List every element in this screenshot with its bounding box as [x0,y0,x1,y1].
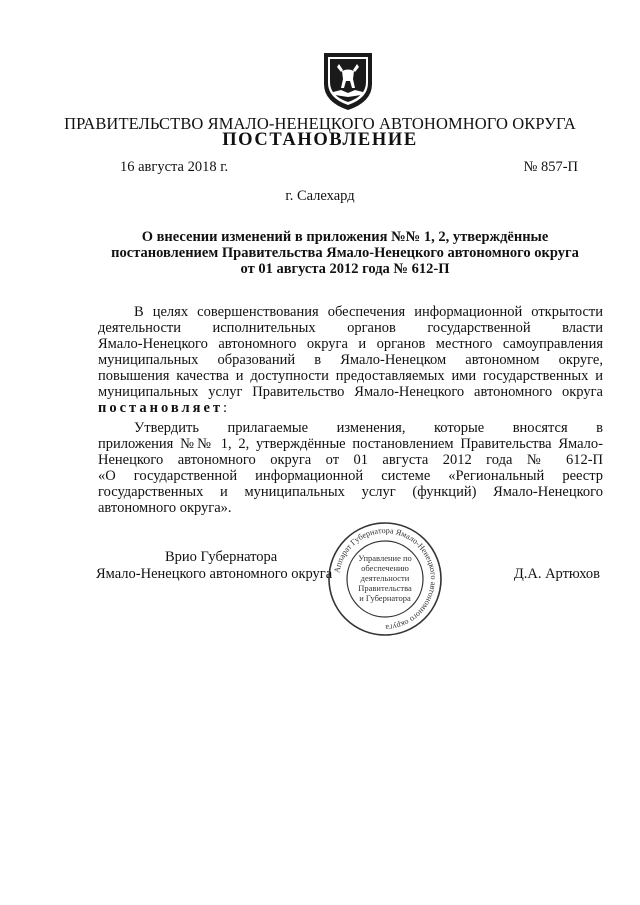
decree-colon: : [223,400,228,416]
document-date: 16 августа 2018 г. [120,159,229,175]
seal-ring-text: Аппарат Губернатора Ямало-Ненецкого автономного округа [332,525,439,633]
paragraph-line: Ненецкого автономного округа от 01 августа 2012 года № 612-П [98,452,603,468]
paragraph-line: автономного округа». [98,500,232,516]
subject-line: от 01 августа 2012 года № 612-П [240,261,450,277]
seal-center-text: обеспечению [361,563,409,573]
resolution-paragraph [98,420,603,516]
official-seal-stamp [326,520,444,638]
seal-center-text: Правительства [358,583,412,593]
paragraph-line: В целях совершенствования обеспечения информационной открытости [134,304,603,320]
document-city: г. Салехард [285,188,355,204]
government-name: ПРАВИТЕЛЬСТВО ЯМАЛО-НЕНЕЦКОГО АВТОНОМНОГО ОКРУГА [64,114,576,133]
paragraph-line: Ямало-Ненецкого автономного округа и органов местного самоуправления [98,336,603,352]
paragraph-line: муниципальных услуг Правительство Ямало-Ненецкого автономного округа [98,384,603,400]
preamble-paragraph [98,304,603,416]
paragraph-line: приложения №№ 1, 2, утверждённые постановлением Правительства Ямало- [98,436,603,452]
paragraph-line [98,400,603,416]
seal-center-text: деятельности [360,573,410,583]
signatory-name: Д.А. Артюхов [513,566,600,582]
position-line: Врио Губернатора [165,549,278,565]
paragraph-line: «О государственной информационной системе «Региональный реестр [98,468,603,484]
document-number: № 857-П [523,159,578,175]
document-subject [100,229,590,277]
coat-of-arms-emblem [321,50,375,112]
decree-keyword: постановляет [98,400,224,416]
paragraph-line: государственных и муниципальных услуг (функций) Ямало-Ненецкого [98,484,603,500]
position-line: Ямало-Ненецкого автономного округа [96,566,333,582]
seal-center-text: и Губернатора [359,593,411,603]
paragraph-line: муниципальных образований в Ямало-Ненецком автономном округе, [98,352,603,368]
seal-center-text: Управление по [358,553,412,563]
subject-line: О внесении изменений в приложения №№ 1, 2, утверждённые [141,229,549,245]
paragraph-line: Утвердить прилагаемые изменения, которые вносятся в [134,420,603,436]
paragraph-line: деятельности исполнительных органов государственной власти [98,320,603,336]
document-type-title: ПОСТАНОВЛЕНИЕ [222,130,418,150]
subject-line: постановлением Правительства Ямало-Ненецкого автономного округа [111,245,579,261]
paragraph-line: повышения качества и доступности предоставляемых ими государственных и [98,368,603,384]
